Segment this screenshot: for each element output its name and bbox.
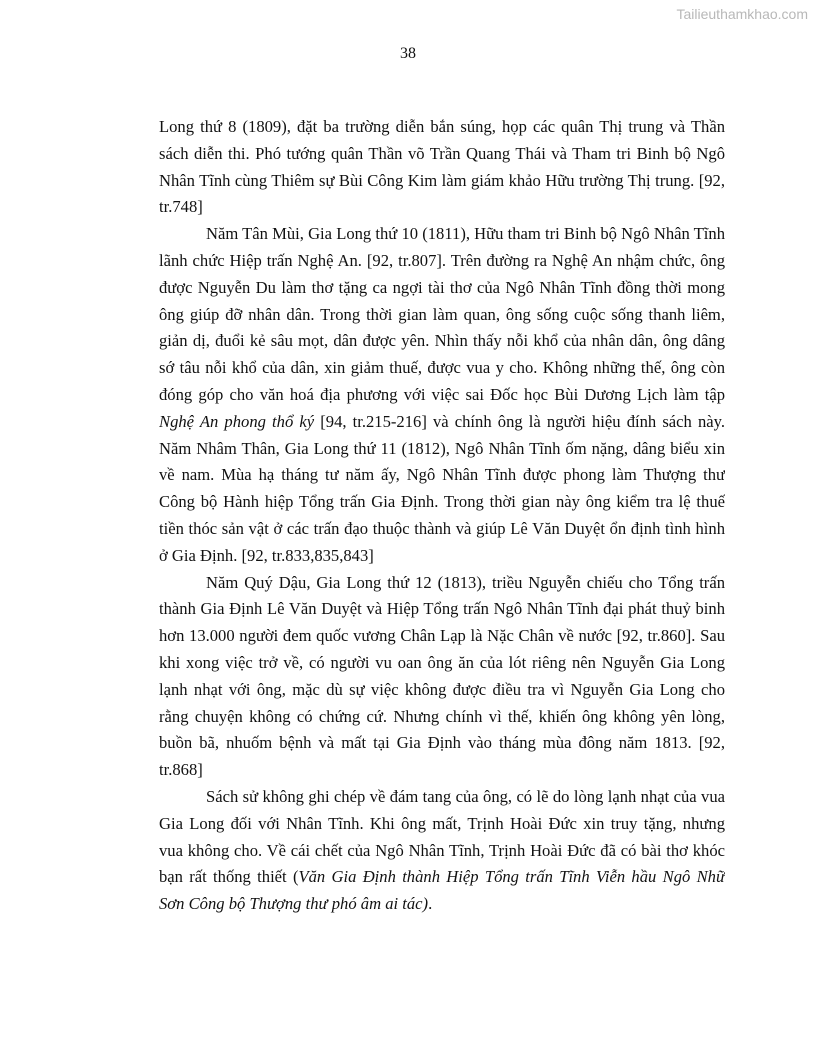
text-line	[159, 194, 725, 221]
text-run: về nam. Mùa hạ tháng tư năm ấy, Ngô Nhân Tĩnh được phong làm Thượng thư	[159, 465, 725, 485]
text-run: [94, tr.215-216] và chính ông là người hiệu đính sách này.	[314, 411, 725, 431]
watermark: Tailieuthamkhao.com	[676, 6, 808, 22]
italic-text: Sơn Công bộ Thượng thư phó âm ai tác)	[159, 894, 429, 914]
text-run: Long thứ 8 (1809), đặt ba trường diễn bắn súng, họp các quân Thị trung và Thần	[159, 117, 725, 136]
text-run: ông giúp đỡ nhân dân. Trong thời gian làm quan, ông sống cuộc sống thanh liêm,	[159, 304, 725, 324]
italic-text: Nghệ An phong thổ ký	[159, 411, 315, 431]
text-run: tr.868]	[159, 760, 203, 780]
text-run: Năm Quý Dậu, Gia Long thứ 12 (1813), triều Nguyễn chiếu cho Tổng trấn	[206, 572, 725, 592]
text-run: sách diễn thi. Phó tướng quân Thần võ Trần Quang Thái và Tham tri Binh bộ Ngô	[159, 143, 725, 163]
text-run: Nhân Tĩnh cùng Thiêm sự Bùi Công Kim làm giám khảo Hữu trường Thị trung. [92,	[159, 170, 725, 190]
text-line	[159, 462, 725, 489]
text-line	[159, 275, 725, 302]
paragraph	[159, 570, 725, 784]
text-run: vua không cho. Về cái chết của Ngô Nhân Tĩnh, Trịnh Hoài Đức đã có bài thơ khóc	[159, 840, 725, 860]
text-run: lãnh chức Hiệp trấn Nghệ An. [92, tr.807]. Trên đường ra Nghệ An nhậm chức, ông	[159, 250, 725, 270]
text-line	[159, 677, 725, 704]
text-run: tiền thóc sản vật ở các trấn đạo thuộc thành và giúp Lê Văn Duyệt ổn định tình hình	[159, 518, 725, 538]
text-line	[159, 302, 725, 329]
text-line	[159, 730, 725, 757]
text-line	[159, 168, 725, 195]
body-text	[159, 114, 725, 918]
text-run: khi xong việc trở về, có người vu oan ông ăn của lót riêng nên Nguyễn Gia Long	[159, 652, 725, 672]
text-run: sớ tâu nỗi khổ của dân, xin giảm thuế, được vua y cho. Không những thế, ông còn	[159, 358, 725, 378]
text-line	[159, 864, 725, 891]
text-run: lạnh nhạt với ông, mặc dù sự việc không được điều tra vì Nguyễn Gia Long cho	[159, 679, 725, 699]
text-line	[159, 891, 725, 918]
paragraph	[159, 784, 725, 918]
text-line	[159, 409, 725, 436]
text-run: tr.748]	[159, 197, 203, 217]
text-run: bạn rất thống thiết (	[159, 867, 299, 887]
text-run: ở Gia Định. [92, tr.833,835,843]	[159, 545, 374, 565]
text-line	[159, 355, 725, 382]
text-run: Gia Long đối với Nhân Tĩnh. Khi ông mất, Trịnh Hoài Đức xin truy tặng, nhưng	[159, 813, 725, 833]
text-line	[159, 570, 725, 597]
text-run: đóng góp cho văn hoá địa phương với việc sai Đốc học Bùi Dương Lịch làm tập	[159, 384, 725, 404]
text-line	[159, 784, 725, 811]
text-line	[159, 516, 725, 543]
text-line	[159, 757, 725, 784]
text-line	[159, 141, 725, 168]
text-line	[159, 811, 725, 838]
text-run: .	[428, 894, 433, 914]
text-line	[159, 543, 725, 570]
text-line	[159, 650, 725, 677]
text-line	[159, 436, 725, 463]
text-line	[159, 382, 725, 409]
text-line	[159, 114, 725, 141]
paragraph	[159, 221, 725, 569]
text-line	[159, 489, 725, 516]
text-line	[159, 596, 725, 623]
paragraph	[159, 114, 725, 221]
text-run: rằng chuyện không có chứng cứ. Nhưng chính vì thế, khiến ông không yên lòng,	[159, 706, 725, 726]
text-run: Sách sử không ghi chép về đám tang của ông, có lẽ do lòng lạnh nhạt của vua	[206, 786, 725, 806]
text-run: Năm Tân Mùi, Gia Long thứ 10 (1811), Hữu tham tri Binh bộ Ngô Nhân Tĩnh	[206, 224, 725, 244]
text-line	[159, 328, 725, 355]
text-run: buồn bã, nhuốm bệnh và mất tại Gia Định vào tháng mùa đông năm 1813. [92,	[159, 733, 725, 753]
text-line	[159, 248, 725, 275]
text-run: được Nguyễn Du làm thơ tặng ca ngợi tài thơ của Ngô Nhân Tĩnh đồng thời mong	[159, 277, 725, 297]
text-line	[159, 221, 725, 248]
text-line	[159, 704, 725, 731]
italic-text: Văn Gia Định thành Hiệp Tổng trấn Tĩnh Viễn hầu Ngô Nhữ	[298, 867, 725, 887]
text-line	[159, 623, 725, 650]
text-run: Công bộ Hành hiệp Tổng trấn Gia Định. Trong thời gian này ông kiểm tra lệ thuế	[159, 492, 725, 512]
text-run: giản dị, đuổi kẻ sâu mọt, dân được yên. Nhìn thấy nỗi khổ của nhân dân, ông dâng	[159, 331, 725, 351]
text-run: hơn 13.000 người đem quốc vương Chân Lạp là Nặc Chân về nước [92, tr.860]. Sau	[159, 626, 725, 646]
text-run: Năm Nhâm Thân, Gia Long thứ 11 (1812), Ngô Nhân Tĩnh ốm nặng, dâng biểu xin	[159, 438, 725, 458]
text-run: thành Gia Định Lê Văn Duyệt và Hiệp Tổng trấn Ngô Nhân Tĩnh đại phát thuỷ binh	[159, 599, 725, 619]
page-number: 38	[400, 45, 416, 62]
text-line	[159, 838, 725, 865]
